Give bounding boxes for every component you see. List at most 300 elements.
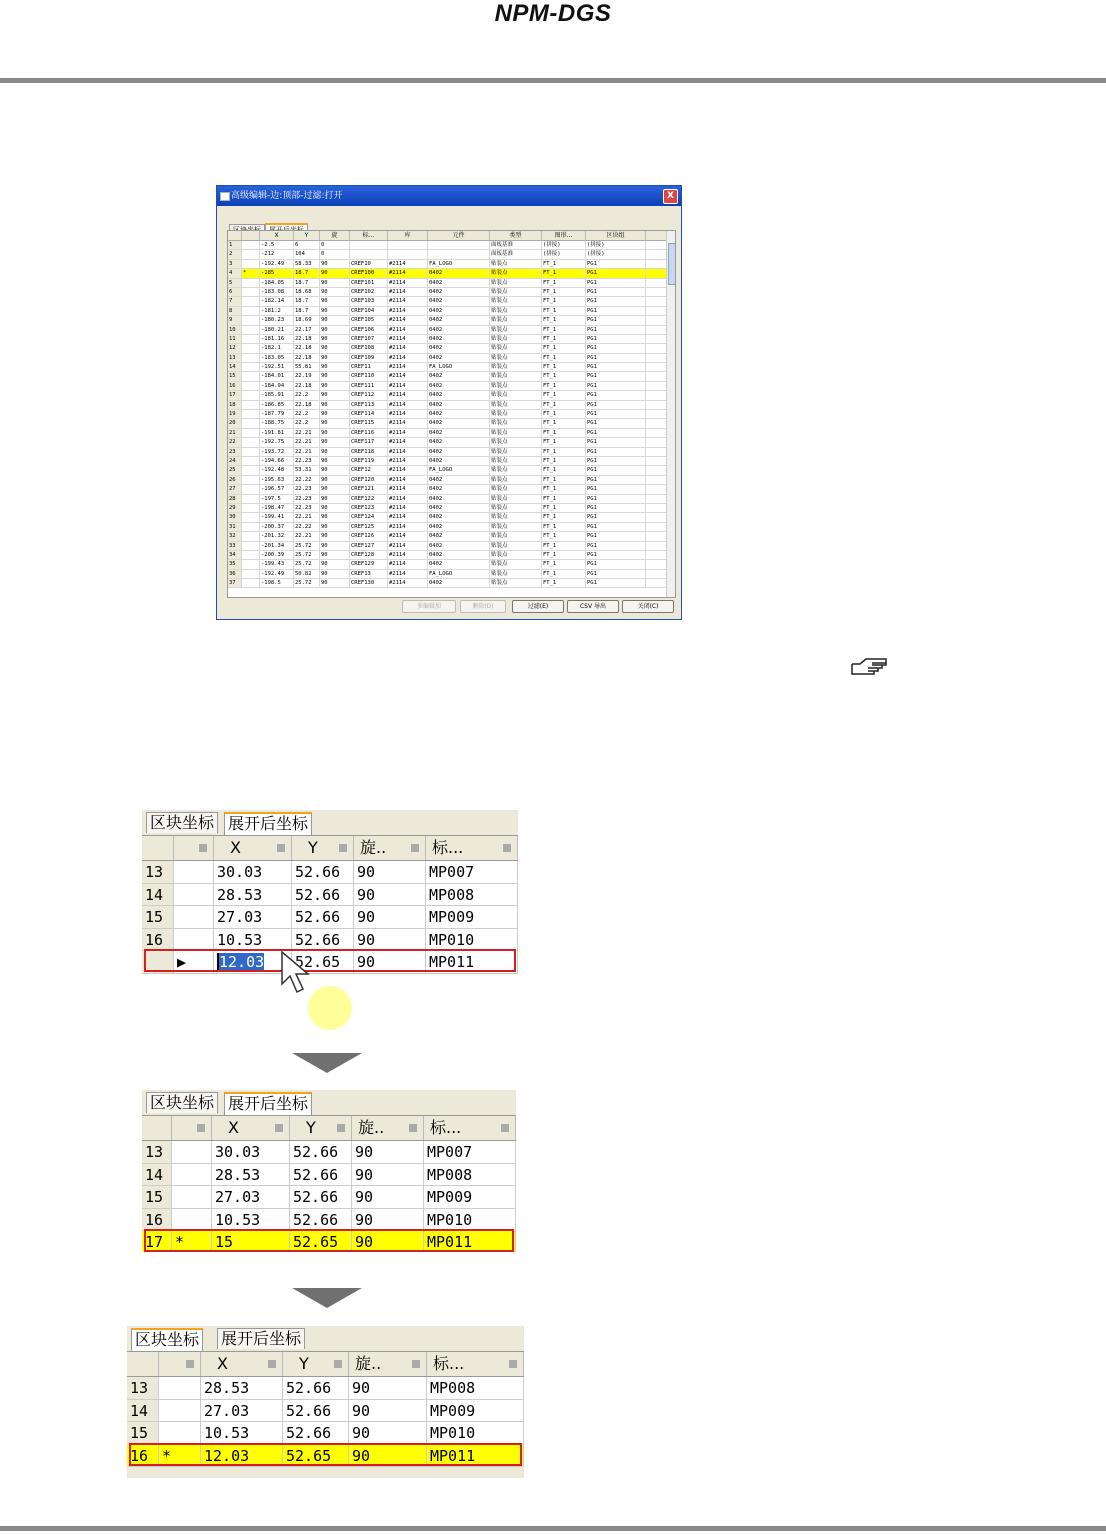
table-cell[interactable]: -201.34: [260, 542, 294, 550]
table-cell[interactable]: 50.82: [294, 570, 320, 578]
table-row[interactable]: [228, 307, 675, 316]
table-cell[interactable]: 52.66: [290, 1186, 352, 1208]
table-cell[interactable]: CREF126: [350, 532, 388, 540]
table-cell[interactable]: FT_1: [542, 466, 586, 474]
table-cell[interactable]: #2114: [388, 542, 428, 550]
table-cell[interactable]: FT_1: [542, 542, 586, 550]
column-header[interactable]: [212, 1116, 290, 1140]
table-cell[interactable]: CREF117: [350, 438, 388, 446]
table-cell[interactable]: 90: [349, 1377, 427, 1399]
table-cell[interactable]: 0402: [428, 344, 490, 352]
table-cell[interactable]: #2114: [388, 551, 428, 559]
table-cell[interactable]: -180.21: [260, 326, 294, 334]
table-cell[interactable]: -192.51: [260, 363, 294, 371]
column-header[interactable]: 类型: [490, 231, 542, 240]
table-row[interactable]: [228, 372, 675, 381]
table-cell[interactable]: 0402: [428, 513, 490, 521]
table-cell[interactable]: 贴装点: [490, 326, 542, 334]
table-cell[interactable]: #2114: [388, 344, 428, 352]
table-cell[interactable]: -199.41: [260, 513, 294, 521]
table-row[interactable]: [228, 288, 675, 297]
table-cell[interactable]: 90: [320, 288, 350, 296]
table-row[interactable]: [228, 560, 675, 569]
table-row[interactable]: [228, 279, 675, 288]
table-cell[interactable]: FT_1: [542, 316, 586, 324]
table-row[interactable]: [228, 260, 675, 269]
table-cell[interactable]: #2114: [388, 335, 428, 343]
table-cell[interactable]: 贴装点: [490, 410, 542, 418]
table-cell[interactable]: -192.49: [260, 260, 294, 268]
table-cell[interactable]: 22.18: [294, 354, 320, 362]
table-row[interactable]: [228, 466, 675, 475]
table-cell[interactable]: PG1: [586, 419, 646, 427]
column-header[interactable]: 区块组: [586, 231, 646, 240]
table-cell[interactable]: FT_1: [542, 495, 586, 503]
table-cell[interactable]: MP008: [426, 884, 518, 906]
table-cell[interactable]: [388, 241, 428, 249]
table-row[interactable]: [228, 269, 675, 278]
table-cell[interactable]: PG1: [586, 523, 646, 531]
table-cell[interactable]: -184.05: [260, 279, 294, 287]
table-cell[interactable]: 贴装点: [490, 495, 542, 503]
table-cell[interactable]: 90: [354, 951, 426, 973]
table-cell[interactable]: 10.53: [212, 1209, 290, 1231]
table-cell[interactable]: 90: [320, 335, 350, 343]
table-cell[interactable]: 90: [320, 401, 350, 409]
table-cell[interactable]: -188.75: [260, 419, 294, 427]
table-cell[interactable]: -181.2: [260, 307, 294, 315]
table-cell[interactable]: 0402: [428, 429, 490, 437]
table-cell[interactable]: -192.49: [260, 570, 294, 578]
table-cell[interactable]: 90: [320, 523, 350, 531]
table-cell[interactable]: PG1: [586, 485, 646, 493]
table-cell[interactable]: 22.23: [294, 485, 320, 493]
table-cell[interactable]: CREF116: [350, 429, 388, 437]
table-cell[interactable]: PG1: [586, 288, 646, 296]
table-cell[interactable]: -198.47: [260, 504, 294, 512]
table-cell[interactable]: FT_1: [542, 513, 586, 521]
table-cell[interactable]: PG1: [586, 326, 646, 334]
table-cell[interactable]: FT_1: [542, 335, 586, 343]
table-cell[interactable]: 22.21: [294, 429, 320, 437]
table-cell[interactable]: -184.01: [260, 372, 294, 380]
table-cell[interactable]: PG1: [586, 269, 646, 277]
table-cell[interactable]: 0402: [428, 495, 490, 503]
table-cell[interactable]: #2114: [388, 279, 428, 287]
table-cell[interactable]: 贴装点: [490, 476, 542, 484]
table-cell[interactable]: 贴装点: [490, 551, 542, 559]
table-cell[interactable]: FT_1: [542, 260, 586, 268]
table-row[interactable]: [127, 1400, 524, 1423]
table-cell[interactable]: MP010: [424, 1209, 516, 1231]
table-cell[interactable]: CREF128: [350, 551, 388, 559]
csv-export-button[interactable]: CSV 导出: [567, 600, 619, 613]
table-cell[interactable]: FT_1: [542, 438, 586, 446]
table-cell[interactable]: FT_1: [542, 297, 586, 305]
table-cell[interactable]: CREF101: [350, 279, 388, 287]
table-cell[interactable]: -200.39: [260, 551, 294, 559]
table-cell[interactable]: #2114: [388, 438, 428, 446]
table-row[interactable]: [228, 542, 675, 551]
table-row[interactable]: [142, 1164, 516, 1187]
table-cell[interactable]: #2114: [388, 579, 428, 587]
table-cell[interactable]: 90: [320, 410, 350, 418]
table-cell[interactable]: #2114: [388, 523, 428, 531]
table-cell[interactable]: 0402: [428, 532, 490, 540]
table-cell[interactable]: FT_1: [542, 551, 586, 559]
table-cell[interactable]: -181.16: [260, 335, 294, 343]
table-cell[interactable]: MP009: [427, 1400, 524, 1422]
table-cell[interactable]: [350, 241, 388, 249]
table-cell[interactable]: FT_1: [542, 532, 586, 540]
table-cell[interactable]: 90: [320, 382, 350, 390]
table-cell[interactable]: 18.7: [294, 269, 320, 277]
table-cell[interactable]: #2114: [388, 410, 428, 418]
table-cell[interactable]: #2114: [388, 391, 428, 399]
table-cell[interactable]: 27.03: [214, 906, 292, 928]
table-cell[interactable]: 90: [320, 307, 350, 315]
delete-button[interactable]: 删除(D): [460, 600, 506, 613]
table-cell[interactable]: 22.21: [294, 438, 320, 446]
table-cell[interactable]: FT_1: [542, 391, 586, 399]
table-cell[interactable]: #2114: [388, 326, 428, 334]
column-header[interactable]: [172, 1116, 212, 1140]
table-cell[interactable]: FT_1: [542, 457, 586, 465]
table-cell[interactable]: 28.53: [214, 884, 292, 906]
table-cell[interactable]: FT_1: [542, 326, 586, 334]
table-cell[interactable]: 贴装点: [490, 401, 542, 409]
table-cell[interactable]: 贴装点: [490, 570, 542, 578]
table-cell[interactable]: CREF105: [350, 316, 388, 324]
table-cell[interactable]: FT_1: [542, 448, 586, 456]
table-cell[interactable]: 90: [320, 542, 350, 550]
table-row[interactable]: [228, 457, 675, 466]
table-cell[interactable]: CREF130: [350, 579, 388, 587]
table-cell[interactable]: 贴装点: [490, 429, 542, 437]
table-cell[interactable]: 52.65: [283, 1445, 349, 1467]
table-cell[interactable]: -185: [260, 269, 294, 277]
table-cell[interactable]: MP007: [426, 861, 518, 883]
table-cell[interactable]: PG1: [586, 570, 646, 578]
table-cell[interactable]: PG1: [586, 457, 646, 465]
table-cell[interactable]: MP011: [427, 1445, 524, 1467]
table-cell[interactable]: 90: [320, 419, 350, 427]
table-cell[interactable]: 90: [354, 929, 426, 951]
table-cell[interactable]: PG1: [586, 513, 646, 521]
table-cell[interactable]: 90: [320, 532, 350, 540]
table-cell[interactable]: (拼接): [542, 250, 586, 258]
column-header[interactable]: 标...: [350, 231, 388, 240]
table-cell[interactable]: 22.22: [294, 476, 320, 484]
table-cell[interactable]: FT_1: [542, 523, 586, 531]
table-cell[interactable]: PG1: [586, 495, 646, 503]
table-cell[interactable]: 0402: [428, 297, 490, 305]
table-cell[interactable]: [388, 250, 428, 258]
table-row[interactable]: [228, 344, 675, 353]
table-cell[interactable]: 90: [320, 326, 350, 334]
column-header[interactable]: [142, 836, 174, 860]
table-cell[interactable]: 贴装点: [490, 560, 542, 568]
table-cell[interactable]: 18.69: [294, 316, 320, 324]
table-cell[interactable]: -192.48: [260, 466, 294, 474]
table-cell[interactable]: -2.5: [260, 241, 294, 249]
table-cell[interactable]: CREF10: [350, 260, 388, 268]
table-row[interactable]: [228, 485, 675, 494]
table-cell[interactable]: -195.63: [260, 476, 294, 484]
table-cell[interactable]: 贴装点: [490, 382, 542, 390]
table-row[interactable]: [127, 1377, 524, 1400]
column-header[interactable]: [283, 1352, 349, 1376]
table-cell[interactable]: -200.37: [260, 523, 294, 531]
table-cell[interactable]: -194.66: [260, 457, 294, 465]
table-cell[interactable]: 0402: [428, 523, 490, 531]
column-header[interactable]: [201, 1352, 283, 1376]
table-cell[interactable]: 90: [354, 906, 426, 928]
column-header[interactable]: [424, 1116, 516, 1140]
table-cell[interactable]: 52.66: [283, 1422, 349, 1444]
column-header[interactable]: [127, 1352, 159, 1376]
table-cell[interactable]: 0402: [428, 410, 490, 418]
table-cell[interactable]: -184.94: [260, 382, 294, 390]
column-header[interactable]: [292, 836, 354, 860]
column-header[interactable]: 库: [388, 231, 428, 240]
table-cell[interactable]: 贴装点: [490, 344, 542, 352]
table-row[interactable]: [228, 579, 675, 588]
column-header[interactable]: [174, 836, 214, 860]
table-cell[interactable]: CREF103: [350, 297, 388, 305]
table-cell[interactable]: 52.66: [292, 861, 354, 883]
table-cell[interactable]: PG1: [586, 391, 646, 399]
table-cell[interactable]: PG1: [586, 429, 646, 437]
table-cell[interactable]: 90: [320, 504, 350, 512]
table-cell[interactable]: PG1: [586, 279, 646, 287]
table-cell[interactable]: 90: [320, 391, 350, 399]
table-cell[interactable]: 6: [294, 241, 320, 249]
table-cell[interactable]: FT_1: [542, 269, 586, 277]
table-cell[interactable]: 22.22: [294, 523, 320, 531]
table-cell[interactable]: -212: [260, 250, 294, 258]
table-cell[interactable]: #2114: [388, 513, 428, 521]
table-cell[interactable]: CREF113: [350, 401, 388, 409]
table-cell[interactable]: 贴装点: [490, 579, 542, 587]
table-cell[interactable]: 贴装点: [490, 504, 542, 512]
table-cell[interactable]: -182.1: [260, 344, 294, 352]
table-cell[interactable]: FA_LOGO: [428, 466, 490, 474]
table-cell[interactable]: 22.2: [294, 410, 320, 418]
table-cell[interactable]: 22.23: [294, 495, 320, 503]
table-cell[interactable]: PG1: [586, 260, 646, 268]
table-cell[interactable]: 22.18: [294, 344, 320, 352]
table-cell[interactable]: 90: [320, 354, 350, 362]
table-cell[interactable]: 22.17: [294, 326, 320, 334]
table-cell[interactable]: 0402: [428, 391, 490, 399]
table-row[interactable]: [228, 316, 675, 325]
table-cell[interactable]: -197.5: [260, 495, 294, 503]
table-row[interactable]: [228, 250, 675, 259]
table-cell[interactable]: MP010: [426, 929, 518, 951]
table-cell[interactable]: 52.66: [290, 1209, 352, 1231]
tab-block-coords[interactable]: 区块坐标: [146, 1092, 218, 1113]
table-row[interactable]: [142, 861, 518, 884]
column-header[interactable]: 旋: [320, 231, 350, 240]
table-cell[interactable]: #2114: [388, 363, 428, 371]
table-cell[interactable]: FT_1: [542, 419, 586, 427]
table-row[interactable]: [228, 513, 675, 522]
table-cell[interactable]: 0402: [428, 419, 490, 427]
table-cell[interactable]: CREF118: [350, 448, 388, 456]
table-cell[interactable]: 0402: [428, 485, 490, 493]
table-cell[interactable]: 90: [320, 279, 350, 287]
tab-expanded-coords[interactable]: 展开后坐标: [224, 1092, 312, 1115]
table-cell[interactable]: 0402: [428, 288, 490, 296]
table-cell[interactable]: #2114: [388, 448, 428, 456]
table-cell[interactable]: 90: [349, 1400, 427, 1422]
table-cell[interactable]: CREF108: [350, 344, 388, 352]
table-cell[interactable]: #2114: [388, 457, 428, 465]
table-cell[interactable]: 90: [354, 861, 426, 883]
table-cell[interactable]: 18.7: [294, 279, 320, 287]
table-cell[interactable]: PG1: [586, 466, 646, 474]
table-cell[interactable]: 52.65: [290, 1231, 352, 1252]
table-cell[interactable]: CREF120: [350, 476, 388, 484]
table-cell[interactable]: 0402: [428, 551, 490, 559]
table-cell[interactable]: (拼接): [586, 241, 646, 249]
table-cell[interactable]: FA_LOGO: [428, 363, 490, 371]
table-cell[interactable]: 90: [320, 438, 350, 446]
table-cell[interactable]: MP008: [424, 1164, 516, 1186]
table-row[interactable]: [228, 532, 675, 541]
table-cell[interactable]: #2114: [388, 466, 428, 474]
table-cell[interactable]: #2114: [388, 504, 428, 512]
table-cell[interactable]: #2114: [388, 532, 428, 540]
table-row[interactable]: [228, 523, 675, 532]
table-cell[interactable]: 贴装点: [490, 391, 542, 399]
table-cell[interactable]: CREF13: [350, 570, 388, 578]
table-cell[interactable]: 28.53: [201, 1377, 283, 1399]
table-cell[interactable]: 22.21: [294, 513, 320, 521]
table-cell[interactable]: MP007: [424, 1141, 516, 1163]
table-cell[interactable]: 90: [352, 1209, 424, 1231]
table-cell[interactable]: CREF104: [350, 307, 388, 315]
table-cell[interactable]: -191.81: [260, 429, 294, 437]
table-cell[interactable]: #2114: [388, 297, 428, 305]
table-cell[interactable]: CREF115: [350, 419, 388, 427]
table-cell[interactable]: CREF112: [350, 391, 388, 399]
table-cell[interactable]: [428, 241, 490, 249]
scrollbar-thumb[interactable]: [668, 243, 676, 285]
table-cell[interactable]: 贴装点: [490, 457, 542, 465]
column-header[interactable]: [142, 1116, 172, 1140]
table-cell[interactable]: FT_1: [542, 485, 586, 493]
table-cell[interactable]: 0402: [428, 401, 490, 409]
table-cell[interactable]: 90: [349, 1445, 427, 1467]
table-cell[interactable]: FT_1: [542, 354, 586, 362]
table-cell[interactable]: 0: [320, 250, 350, 258]
table-cell[interactable]: CREF109: [350, 354, 388, 362]
table-cell[interactable]: 0402: [428, 316, 490, 324]
table-row[interactable]: [228, 391, 675, 400]
table-cell[interactable]: 30.03: [214, 861, 292, 883]
table-cell[interactable]: PG1: [586, 297, 646, 305]
table-cell[interactable]: CREF11: [350, 363, 388, 371]
table-cell[interactable]: 0402: [428, 504, 490, 512]
table-cell[interactable]: #2114: [388, 354, 428, 362]
table-cell[interactable]: #2114: [388, 570, 428, 578]
table-cell[interactable]: 18.7: [294, 297, 320, 305]
table-cell[interactable]: FT_1: [542, 363, 586, 371]
table-cell[interactable]: [428, 250, 490, 258]
table-cell[interactable]: 52.66: [290, 1164, 352, 1186]
table-cell[interactable]: -198.5: [260, 579, 294, 587]
table-cell[interactable]: 0402: [428, 542, 490, 550]
table-cell[interactable]: 27.03: [212, 1186, 290, 1208]
column-header[interactable]: [349, 1352, 427, 1376]
table-cell[interactable]: PG1: [586, 335, 646, 343]
table-cell[interactable]: 0402: [428, 335, 490, 343]
table-cell[interactable]: MP009: [426, 906, 518, 928]
table-cell[interactable]: 0402: [428, 448, 490, 456]
table-cell[interactable]: CREF110: [350, 372, 388, 380]
table-cell[interactable]: 18.68: [294, 288, 320, 296]
table-cell[interactable]: MP009: [424, 1186, 516, 1208]
table-cell[interactable]: 贴装点: [490, 466, 542, 474]
table-cell[interactable]: -192.75: [260, 438, 294, 446]
table-cell[interactable]: 90: [352, 1186, 424, 1208]
table-cell[interactable]: FT_1: [542, 279, 586, 287]
table-cell[interactable]: 贴装点: [490, 316, 542, 324]
table-cell[interactable]: PG1: [586, 372, 646, 380]
table-row[interactable]: [142, 884, 518, 907]
table-cell[interactable]: FT_1: [542, 307, 586, 315]
table-cell[interactable]: 22.23: [294, 504, 320, 512]
table-cell[interactable]: 0402: [428, 382, 490, 390]
table-cell[interactable]: 90: [320, 316, 350, 324]
table-cell[interactable]: 90: [320, 448, 350, 456]
table-cell[interactable]: FT_1: [542, 560, 586, 568]
table-cell[interactable]: CREF111: [350, 382, 388, 390]
table-cell[interactable]: PG1: [586, 504, 646, 512]
table-cell[interactable]: FT_1: [542, 401, 586, 409]
table-cell[interactable]: -182.14: [260, 297, 294, 305]
table-cell[interactable]: 90: [320, 297, 350, 305]
table-row[interactable]: [142, 906, 518, 929]
table-row[interactable]: [228, 410, 675, 419]
table-cell[interactable]: 贴装点: [490, 307, 542, 315]
table-row[interactable]: [228, 504, 675, 513]
table-cell[interactable]: PG1: [586, 448, 646, 456]
table-cell[interactable]: PG1: [586, 363, 646, 371]
table-cell[interactable]: 52.66: [283, 1377, 349, 1399]
table-cell[interactable]: PG1: [586, 410, 646, 418]
table-cell[interactable]: 90: [320, 579, 350, 587]
table-cell[interactable]: -199.43: [260, 560, 294, 568]
table-cell[interactable]: (拼接): [542, 241, 586, 249]
table-row[interactable]: [228, 570, 675, 579]
table-cell[interactable]: PG1: [586, 316, 646, 324]
table-cell[interactable]: 90: [320, 457, 350, 465]
table-cell[interactable]: PG1: [586, 344, 646, 352]
table-row[interactable]: [142, 1141, 516, 1164]
column-header[interactable]: [354, 836, 426, 860]
table-cell[interactable]: 22.18: [294, 382, 320, 390]
column-header[interactable]: X: [260, 231, 294, 240]
table-cell[interactable]: -183.08: [260, 288, 294, 296]
table-cell[interactable]: 52.66: [292, 929, 354, 951]
table-cell[interactable]: 58.33: [294, 260, 320, 268]
table-cell[interactable]: 27.03: [201, 1400, 283, 1422]
column-header[interactable]: [242, 231, 260, 240]
tab-block-coords[interactable]: 区块坐标: [131, 1328, 203, 1351]
